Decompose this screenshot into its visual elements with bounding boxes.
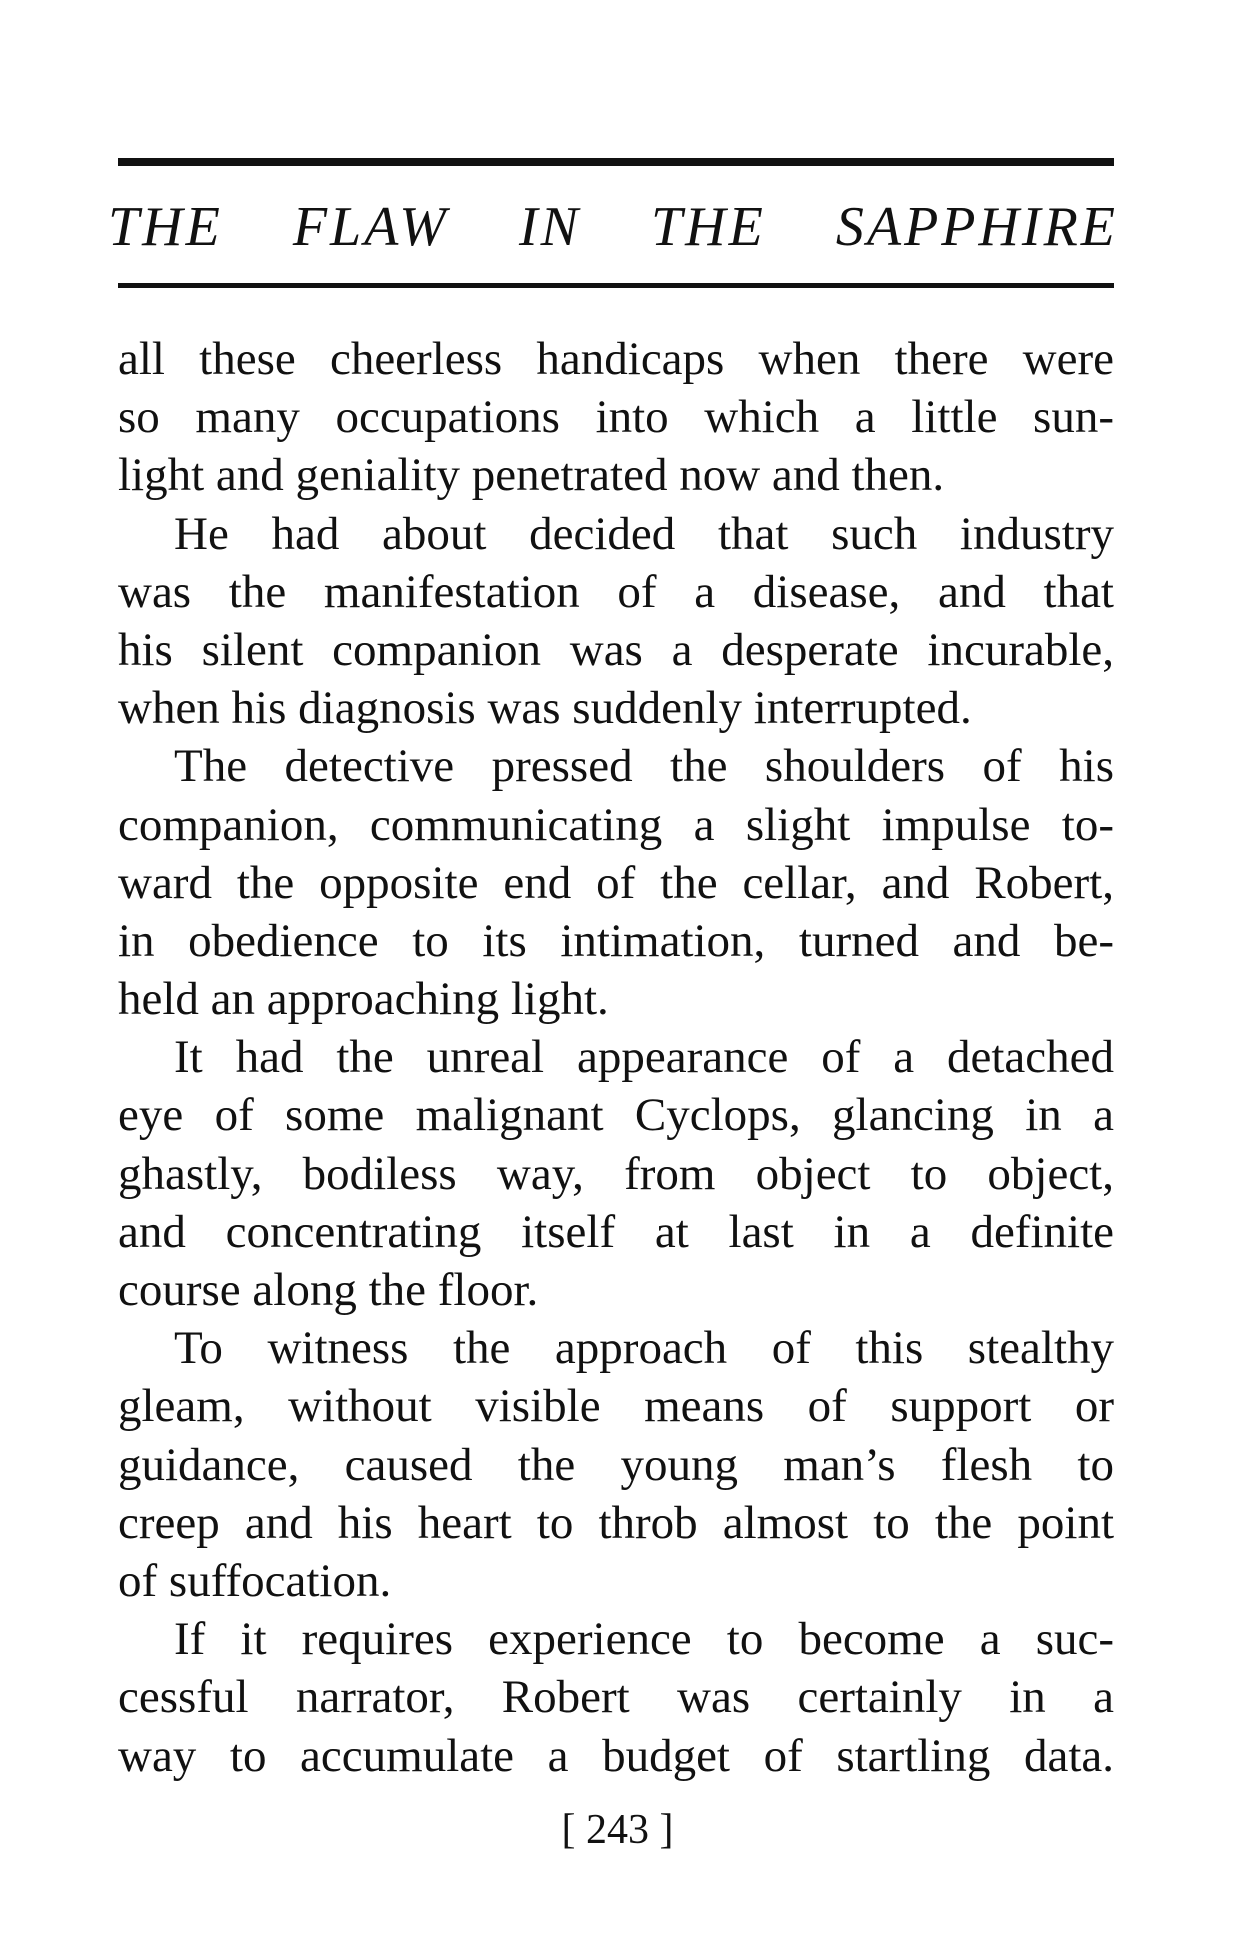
text-line: held an approaching light. — [118, 973, 609, 1026]
text-line: of suffocation. — [118, 1554, 392, 1607]
header-rule-bottom — [118, 283, 1114, 288]
text-line: gleam, without visible means of support or — [118, 1380, 1114, 1433]
text-line: so many occupations into which a little sun- — [118, 391, 1114, 444]
text-line: his silent companion was a desperate incurable, — [118, 623, 1114, 676]
running-head-word: FLAW — [292, 196, 449, 258]
running-head-word: THE — [108, 196, 223, 258]
text-line: guidance, caused the young man’s flesh to — [118, 1438, 1114, 1491]
text-line: ghastly, bodiless way, from object to object, — [118, 1147, 1114, 1200]
text-line: ward the opposite end of the cellar, and Robert, — [118, 856, 1114, 909]
running-head — [108, 192, 1118, 262]
text-line: way to accumulate a budget of startling data. — [118, 1729, 1114, 1782]
text-line: The detective pressed the shoulders of his — [174, 740, 1114, 793]
text-line: all these cheerless handicaps when there were — [118, 333, 1114, 385]
text-line: and concentrating itself at last in a definite — [118, 1205, 1114, 1258]
running-head-word: IN — [519, 196, 581, 258]
text-line: was the manifestation of a disease, and that — [118, 565, 1114, 618]
text-line: It had the unreal appearance of a detached — [174, 1031, 1114, 1084]
text-line: in obedience to its intimation, turned and be- — [118, 914, 1114, 967]
body-text — [118, 330, 1114, 1785]
text-line: If it requires experience to become a suc- — [174, 1613, 1114, 1666]
text-line: creep and his heart to throb almost to the point — [118, 1496, 1114, 1549]
text-line: cessful narrator, Robert was certainly in a — [118, 1671, 1114, 1724]
page-number: [ 243 ] — [561, 1807, 674, 1853]
running-head-word: SAPPHIRE — [835, 196, 1118, 258]
text-line: course along the floor. — [118, 1264, 539, 1316]
header-rule-top — [118, 158, 1114, 166]
text-line: He had about decided that such industry — [174, 507, 1114, 560]
text-line: when his diagnosis was suddenly interrupted. — [118, 682, 972, 735]
text-line: To witness the approach of this stealthy — [174, 1322, 1114, 1375]
running-head-word: THE — [651, 196, 766, 258]
text-line: companion, communicating a slight impulse to- — [118, 798, 1114, 851]
text-line: eye of some malignant Cyclops, glancing in a — [118, 1089, 1114, 1142]
text-line: light and geniality penetrated now and then. — [118, 449, 945, 502]
